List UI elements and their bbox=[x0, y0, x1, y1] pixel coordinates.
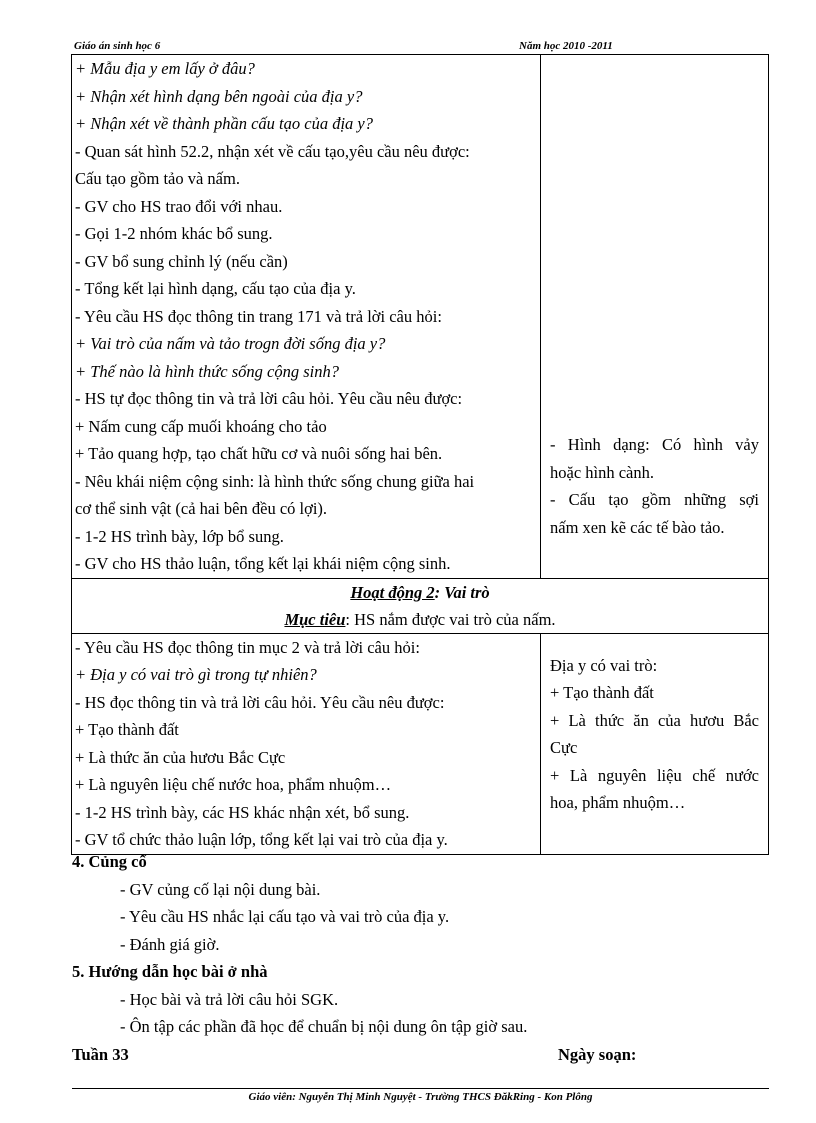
text-line: - Yêu cầu HS đọc thông tin trang 171 và trả lời câu hỏi: bbox=[75, 306, 442, 326]
table-row-activity2 bbox=[72, 633, 769, 854]
text-line: - Quan sát hình 52.2, nhận xét về cấu tạo,yêu cầu nêu được: bbox=[75, 141, 470, 161]
block1-left-cell bbox=[72, 55, 541, 579]
page-header bbox=[72, 40, 769, 55]
text-line: - GV bổ sung chỉnh lý (nếu cần) bbox=[75, 251, 288, 271]
text-line: - 1-2 HS trình bày, các HS khác nhận xét, bổ sung. bbox=[75, 802, 410, 822]
summary-line: nấm xen kẽ các tế bào tảo. bbox=[550, 517, 725, 537]
text-line: - GV cho HS trao đổi với nhau. bbox=[75, 196, 283, 216]
summary-line: + Là nguyên liệu chế nước bbox=[550, 765, 759, 785]
section-4-item: - GV củng cố lại nội dung bài. bbox=[120, 879, 321, 899]
text-line: + Nấm cung cấp muối khoáng cho tảo bbox=[75, 416, 327, 436]
text-line: + Tạo thành đất bbox=[75, 720, 179, 739]
header-subject: Giáo án sinh học 6 bbox=[74, 40, 161, 52]
header-school-year: Năm học 2010 -2011 bbox=[519, 40, 613, 52]
section-5-title: 5. Hướng dẫn học bài ở nhà bbox=[72, 962, 268, 981]
summary-line: + Tạo thành đất bbox=[550, 683, 654, 702]
text-line: + Nhận xét về thành phần cấu tạo của địa y? bbox=[75, 114, 373, 133]
week-line bbox=[72, 1041, 769, 1069]
text-line: + Là thức ăn của hươu Bắc Cực bbox=[75, 747, 286, 767]
lesson-table bbox=[71, 54, 769, 855]
block2-right-cell bbox=[541, 633, 769, 854]
summary-line: + Là thức ăn của hươu Bắc bbox=[550, 710, 759, 730]
summary-line: hoặc hình cành. bbox=[550, 462, 655, 482]
activity2-goal-text: : HS nắm được vai trò của nấm. bbox=[345, 609, 556, 629]
text-line: cơ thể sinh vật (cả hai bên đều có lợi). bbox=[75, 499, 328, 518]
section-4 bbox=[72, 848, 769, 1068]
summary-line: - Hình dạng: Có hình vảy bbox=[550, 435, 759, 454]
section-5-item: - Học bài và trả lời câu hỏi SGK. bbox=[120, 989, 339, 1009]
text-line: - GV tổ chức thảo luận lớp, tổng kết lại vai trò của địa y. bbox=[75, 830, 448, 849]
summary-line: hoa, phẩm nhuộm… bbox=[550, 793, 686, 812]
week-label: Tuần 33 bbox=[72, 1044, 129, 1064]
text-line: - Nêu khái niệm cộng sinh: là hình thức sống chung giữa hai bbox=[75, 471, 475, 491]
text-line: - 1-2 HS trình bày, lớp bổ sung. bbox=[75, 526, 284, 546]
block1-right-lines bbox=[544, 431, 765, 541]
block2-left-cell bbox=[72, 633, 541, 854]
text-line: Cấu tạo gồm tảo và nấm. bbox=[75, 169, 240, 188]
block1-right-cell bbox=[541, 55, 769, 579]
block2-left-lines bbox=[75, 634, 537, 854]
activity2-title-rest: : Vai trò bbox=[434, 582, 490, 602]
text-line: - HS tự đọc thông tin và trả lời câu hỏi. Yêu cầu nêu được: bbox=[75, 389, 463, 408]
activity2-goal-label: Mục tiêu bbox=[284, 609, 346, 629]
section-4-title: 4. Củng cố bbox=[72, 852, 147, 871]
activity2-title: Hoạt động 2 bbox=[350, 582, 435, 602]
text-line: + Vai trò của nấm và tảo trogn đời sống địa y? bbox=[75, 334, 386, 353]
summary-line: Địa y có vai trò: bbox=[550, 655, 658, 675]
table-row-activity2-header bbox=[72, 578, 769, 633]
text-line: - Yêu cầu HS đọc thông tin mục 2 và trả lời câu hỏi: bbox=[75, 637, 420, 657]
text-line: + Là nguyên liệu chế nước hoa, phẩm nhuộm… bbox=[75, 775, 392, 794]
text-line: - Gọi 1-2 nhóm khác bổ sung. bbox=[75, 224, 273, 243]
section-5-item: - Ôn tập các phần đã học để chuẩn bị nội dung ôn tập giờ sau. bbox=[120, 1017, 528, 1036]
text-line: - Tổng kết lại hình dạng, cấu tạo của địa y. bbox=[75, 279, 356, 298]
text-line: + Thế nào là hình thức sống cộng sinh? bbox=[75, 361, 339, 381]
section-4-item: - Yêu cầu HS nhắc lại cấu tạo và vai trò của địa y. bbox=[120, 907, 450, 926]
page-footer: Giáo viên: Nguyễn Thị Minh Nguyệt - Trường THCS ĐăkRing - Kon Plông bbox=[72, 1088, 769, 1103]
text-line: + Tảo quang hợp, tạo chất hữu cơ và nuôi sống hai bên. bbox=[75, 444, 443, 463]
summary-line: - Cấu tạo gồm những sợi bbox=[550, 490, 759, 509]
summary-line: Cực bbox=[550, 738, 578, 757]
table-row-activity1 bbox=[72, 55, 769, 579]
text-line: - HS đọc thông tin và trả lời câu hỏi. Yêu cầu nêu được: bbox=[75, 692, 445, 712]
block1-left-lines bbox=[75, 55, 537, 578]
section-4-item: - Đánh giá giờ. bbox=[120, 934, 220, 954]
prep-date-label: Ngày soạn: bbox=[558, 1044, 637, 1064]
text-line: + Mẫu địa y em lấy ở đâu? bbox=[75, 59, 255, 78]
text-line: - GV cho HS thảo luận, tổng kết lại khái niệm cộng sinh. bbox=[75, 554, 451, 573]
text-line: + Địa y có vai trò gì trong tự nhiên? bbox=[75, 665, 317, 684]
block2-right-lines bbox=[544, 652, 765, 817]
activity2-header-cell bbox=[72, 578, 769, 633]
text-line: + Nhận xét hình dạng bên ngoài của địa y? bbox=[75, 86, 363, 106]
